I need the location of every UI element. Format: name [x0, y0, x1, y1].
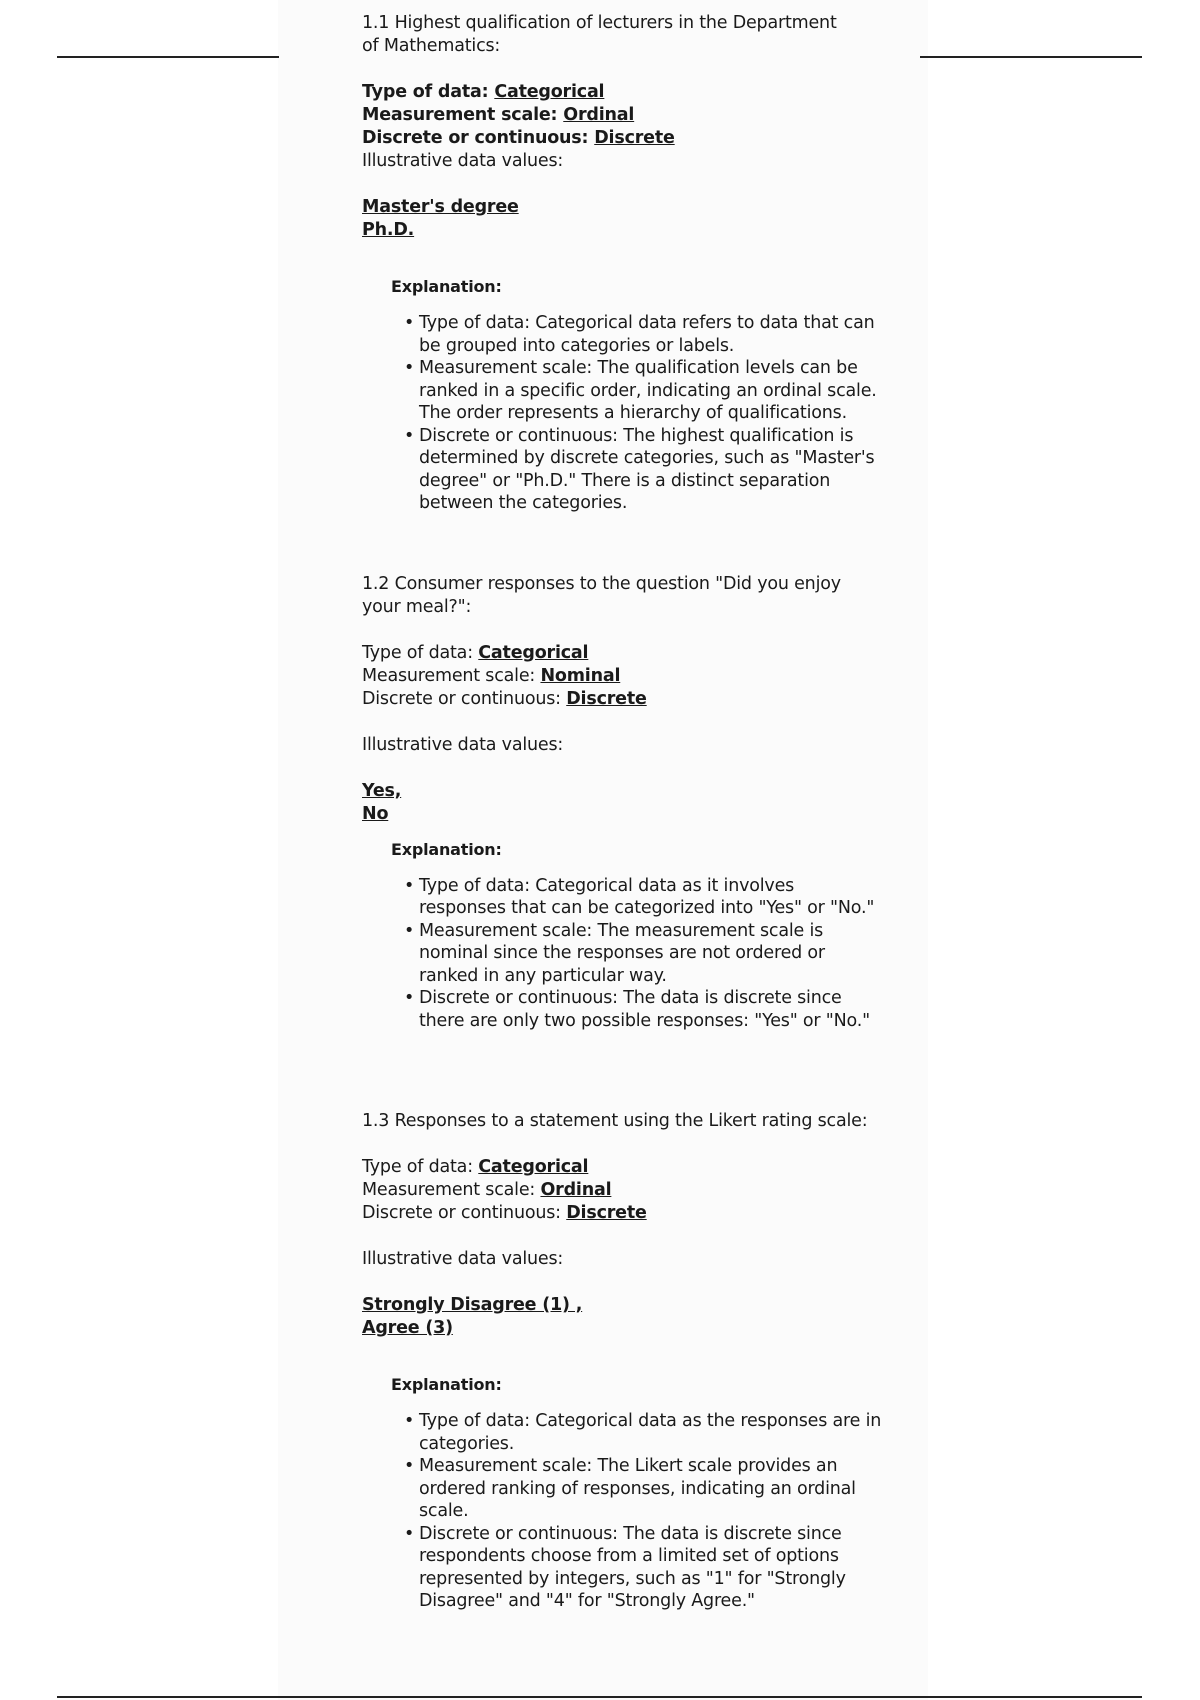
- section-1-3: [362, 1110, 882, 1613]
- section-1-1: [362, 12, 882, 515]
- scale-label: Measurement scale:: [362, 105, 558, 125]
- footer-rule: [57, 1696, 1142, 1698]
- discrete-value: Discrete: [594, 128, 675, 148]
- type-label: Type of data:: [362, 642, 473, 663]
- illustrative-label: Illustrative data values:: [362, 1249, 564, 1269]
- list-item: • Measurement scale: The measurement scale is nominal since the responses are not ordered or ranked in any particular way.: [419, 920, 882, 988]
- scale-value: Nominal: [540, 665, 621, 686]
- explanation-list: [391, 875, 882, 1033]
- discrete-label: Discrete or continuous:: [362, 688, 561, 709]
- scale-label: Measurement scale:: [362, 665, 536, 686]
- type-label: Type of data:: [362, 1157, 473, 1177]
- type-of-data-line: [362, 81, 882, 104]
- list-item: • Discrete or continuous: The data is discrete since respondents choose from a limited set of options represented by integers, such as "1" for "Strongly Disagree" and "4" for "Strongly Agree.": [419, 1523, 882, 1613]
- discrete-value: Discrete: [566, 688, 647, 709]
- scale-value: Ordinal: [563, 105, 635, 125]
- list-item: • Discrete or continuous: The data is discrete since there are only two possible responses: "Yes" or "No.": [419, 987, 882, 1032]
- explanation-title: Explanation:: [391, 1375, 502, 1394]
- explanation-title: Explanation:: [391, 839, 502, 859]
- illustrative-label: Illustrative data values:: [362, 734, 564, 755]
- scale-label: Measurement scale:: [362, 1180, 536, 1200]
- section-heading: 1.1 Highest qualification of lecturers in the Department of Mathematics:: [362, 13, 837, 56]
- illustrative-label: Illustrative data values:: [362, 151, 564, 171]
- measurement-scale-line: [362, 665, 882, 688]
- list-item: • Measurement scale: The qualification levels can be ranked in a specific order, indicating an ordinal scale. The order represents a hierarchy of qualifications.: [419, 357, 882, 425]
- type-label: Type of data:: [362, 82, 489, 102]
- section-heading: 1.3 Responses to a statement using the Likert rating scale:: [362, 1111, 868, 1131]
- list-item: • Type of data: Categorical data refers to data that can be grouped into categories or labels.: [419, 312, 882, 357]
- data-value: Agree (3): [362, 1318, 453, 1338]
- header-rule-left: [57, 56, 279, 58]
- measurement-scale-line: [362, 104, 882, 127]
- list-item: • Discrete or continuous: The highest qualification is determined by discrete categories, such as "Master's degree" or "Ph.D." There is a distinct separation between the categories.: [419, 425, 882, 515]
- scale-value: Ordinal: [540, 1180, 612, 1200]
- type-value: Categorical: [478, 1157, 589, 1177]
- explanation-title: Explanation:: [391, 277, 502, 296]
- list-item: • Type of data: Categorical data as the responses are in categories.: [419, 1410, 882, 1455]
- type-of-data-line: [362, 1156, 882, 1179]
- data-value: Yes,: [362, 780, 402, 801]
- explanation-list: [391, 1410, 882, 1613]
- explanation-block: [391, 838, 882, 1033]
- explanation-list: [391, 312, 882, 515]
- data-value: Strongly Disagree (1) ,: [362, 1295, 583, 1315]
- data-value: No: [362, 803, 389, 824]
- data-value: Ph.D.: [362, 220, 415, 240]
- discrete-line: [362, 688, 882, 711]
- type-value: Categorical: [494, 82, 605, 102]
- section-heading: 1.2 Consumer responses to the question "Did you enjoy your meal?":: [362, 573, 841, 617]
- discrete-label: Discrete or continuous:: [362, 128, 589, 148]
- list-item: • Type of data: Categorical data as it involves responses that can be categorized into "Yes" or "No.": [419, 875, 882, 920]
- explanation-block: [391, 1373, 882, 1613]
- discrete-line: [362, 1202, 882, 1225]
- discrete-line: [362, 127, 882, 150]
- explanation-block: [391, 275, 882, 515]
- measurement-scale-line: [362, 1179, 882, 1202]
- type-value: Categorical: [478, 642, 589, 663]
- section-1-2: [362, 573, 882, 1033]
- discrete-label: Discrete or continuous:: [362, 1203, 561, 1223]
- header-rule-right: [920, 56, 1142, 58]
- document-content: [362, 12, 882, 1613]
- type-of-data-line: [362, 642, 882, 665]
- list-item: • Measurement scale: The Likert scale provides an ordered ranking of responses, indicating an ordinal scale.: [419, 1455, 882, 1523]
- data-value: Master's degree: [362, 197, 519, 217]
- discrete-value: Discrete: [566, 1203, 647, 1223]
